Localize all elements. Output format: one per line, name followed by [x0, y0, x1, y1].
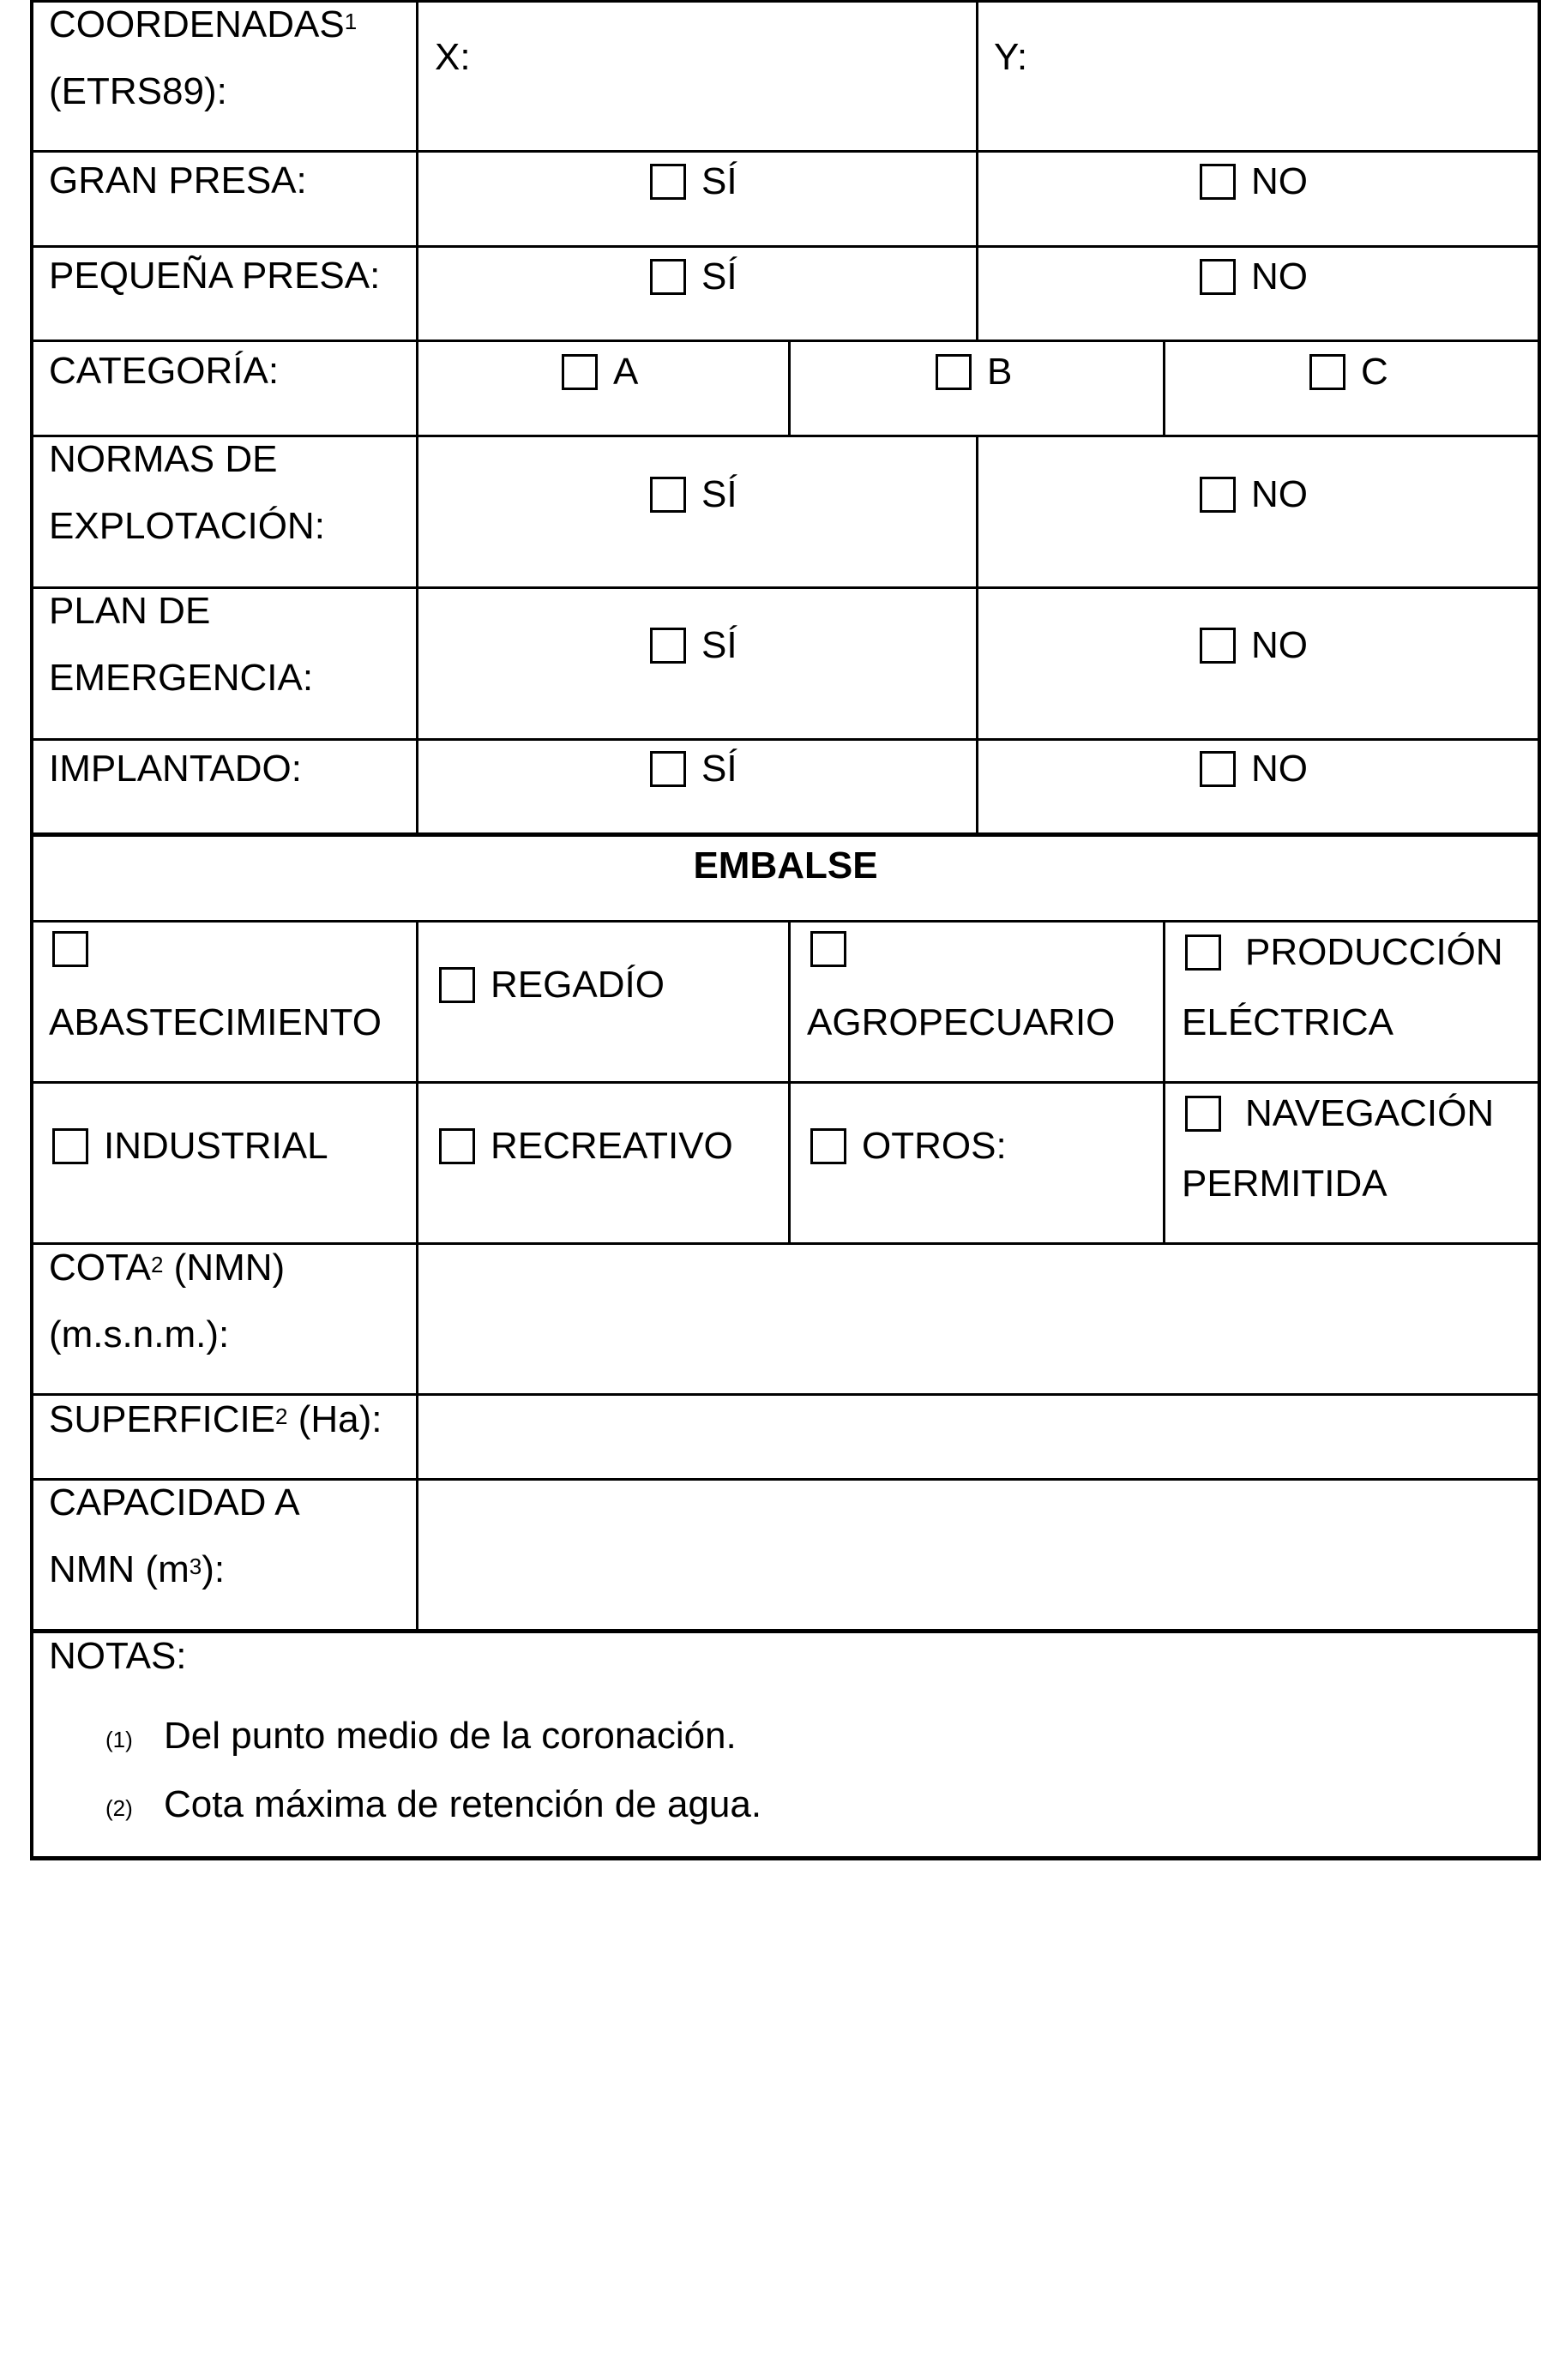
categoria-b[interactable]: B — [936, 351, 1012, 394]
checkbox[interactable] — [1200, 751, 1236, 787]
border-right — [1538, 0, 1541, 1860]
produccion-option[interactable]: PRODUCCIÓN — [1185, 931, 1503, 974]
col-sep — [788, 920, 791, 1242]
border-bottom — [30, 1856, 1541, 1860]
checkbox[interactable] — [439, 967, 475, 1003]
coord-y-field[interactable]: Y: — [994, 36, 1028, 78]
gran-presa-yes[interactable]: SÍ — [650, 160, 737, 203]
row-sep — [30, 586, 1541, 589]
row-sep — [30, 1081, 1541, 1084]
plan-no[interactable]: NO — [1200, 624, 1308, 667]
plan-label-2: EMERGENCIA: — [49, 657, 314, 699]
normas-yes[interactable]: SÍ — [650, 473, 737, 516]
cota-unit: (m.s.n.m.): — [49, 1313, 230, 1355]
border-left — [30, 0, 33, 1860]
checkbox[interactable] — [1200, 259, 1236, 295]
implantado-yes[interactable]: SÍ — [650, 748, 737, 790]
checkbox[interactable] — [439, 1128, 475, 1164]
coordinates-datum: (ETRS89): — [49, 70, 227, 112]
note-number: (1) — [105, 1727, 133, 1752]
cota-label: COTA$^2$ (NMN) — [49, 1247, 286, 1289]
categoria-a[interactable]: A — [562, 351, 638, 394]
agropecuario-checkbox[interactable] — [810, 931, 846, 967]
note-text: Cota máxima de retención de agua. — [164, 1783, 762, 1825]
note-number: (2) — [105, 1795, 133, 1821]
plan-yes[interactable]: SÍ — [650, 624, 737, 667]
capacidad-label: CAPACIDAD A — [49, 1481, 300, 1524]
categoria-c[interactable]: C — [1309, 351, 1388, 394]
dam-form — [30, 0, 1541, 1860]
checkbox[interactable] — [1309, 354, 1345, 390]
col-sep — [416, 0, 418, 832]
col-sep — [976, 0, 978, 340]
pequena-presa-yes[interactable]: SÍ — [650, 255, 737, 298]
recreativo-option[interactable]: RECREATIVO — [439, 1125, 733, 1168]
checkbox[interactable] — [650, 164, 686, 200]
implantado-label: IMPLANTADO: — [49, 748, 303, 790]
checkbox[interactable] — [1185, 1096, 1221, 1132]
row-sep — [30, 920, 1541, 923]
checkbox[interactable] — [810, 1128, 846, 1164]
plan-label: PLAN DE — [49, 590, 211, 632]
abastecimiento-label: ABASTECIMIENTO — [49, 1001, 382, 1043]
regadio-option[interactable]: REGADÍO — [439, 964, 665, 1007]
agropecuario-label: AGROPECUARIO — [807, 1001, 1116, 1043]
embalse-title: EMBALSE — [693, 844, 878, 886]
col-sep — [1163, 340, 1165, 435]
normas-no[interactable]: NO — [1200, 473, 1308, 516]
industrial-option[interactable]: INDUSTRIAL — [52, 1125, 328, 1168]
gran-presa-label: GRAN PRESA: — [49, 159, 307, 201]
col-sep — [788, 340, 791, 435]
checkbox[interactable] — [650, 751, 686, 787]
checkbox[interactable] — [1200, 628, 1236, 664]
normas-label: NORMAS DE — [49, 438, 278, 480]
checkbox[interactable] — [936, 354, 972, 390]
section-sep — [30, 1629, 1541, 1633]
coordinates-label: COORDENADAS$^1$ — [49, 3, 358, 45]
navegacion-label-2: PERMITIDA — [1182, 1163, 1387, 1205]
implantado-no[interactable]: NO — [1200, 748, 1308, 790]
checkbox[interactable] — [650, 628, 686, 664]
categoria-label: CATEGORÍA: — [49, 350, 280, 392]
checkbox[interactable] — [650, 477, 686, 513]
gran-presa-no[interactable]: NO — [1200, 160, 1308, 203]
superficie-input-cell[interactable] — [418, 1396, 1538, 1478]
capacidad-unit: NMN $(m^3)$: — [49, 1548, 226, 1590]
col-sep — [976, 435, 978, 832]
cota-input-cell[interactable] — [418, 1245, 1538, 1393]
coord-x-field[interactable]: X: — [435, 36, 471, 78]
note-text: Del punto medio de la coronación. — [164, 1715, 737, 1757]
checkbox[interactable] — [52, 1128, 88, 1164]
abastecimiento-checkbox[interactable] — [52, 931, 88, 967]
section-sep — [30, 832, 1541, 837]
capacidad-input-cell[interactable] — [418, 1481, 1538, 1629]
navegacion-option[interactable]: NAVEGACIÓN — [1185, 1092, 1494, 1135]
pequena-presa-no[interactable]: NO — [1200, 255, 1308, 298]
checkbox[interactable] — [562, 354, 598, 390]
normas-label-2: EXPLOTACIÓN: — [49, 505, 325, 547]
produccion-label-2: ELÉCTRICA — [1182, 1001, 1393, 1043]
otros-option[interactable]: OTROS: — [810, 1125, 1007, 1168]
checkbox[interactable] — [650, 259, 686, 295]
checkbox[interactable] — [1200, 164, 1236, 200]
checkbox[interactable] — [1200, 477, 1236, 513]
notes-title: NOTAS: — [49, 1635, 187, 1677]
col-sep — [1163, 920, 1165, 1242]
checkbox[interactable] — [1185, 935, 1221, 971]
pequena-presa-label: PEQUEÑA PRESA: — [49, 255, 381, 297]
superficie-label: SUPERFICIE$^2$ (Ha): — [49, 1398, 382, 1440]
